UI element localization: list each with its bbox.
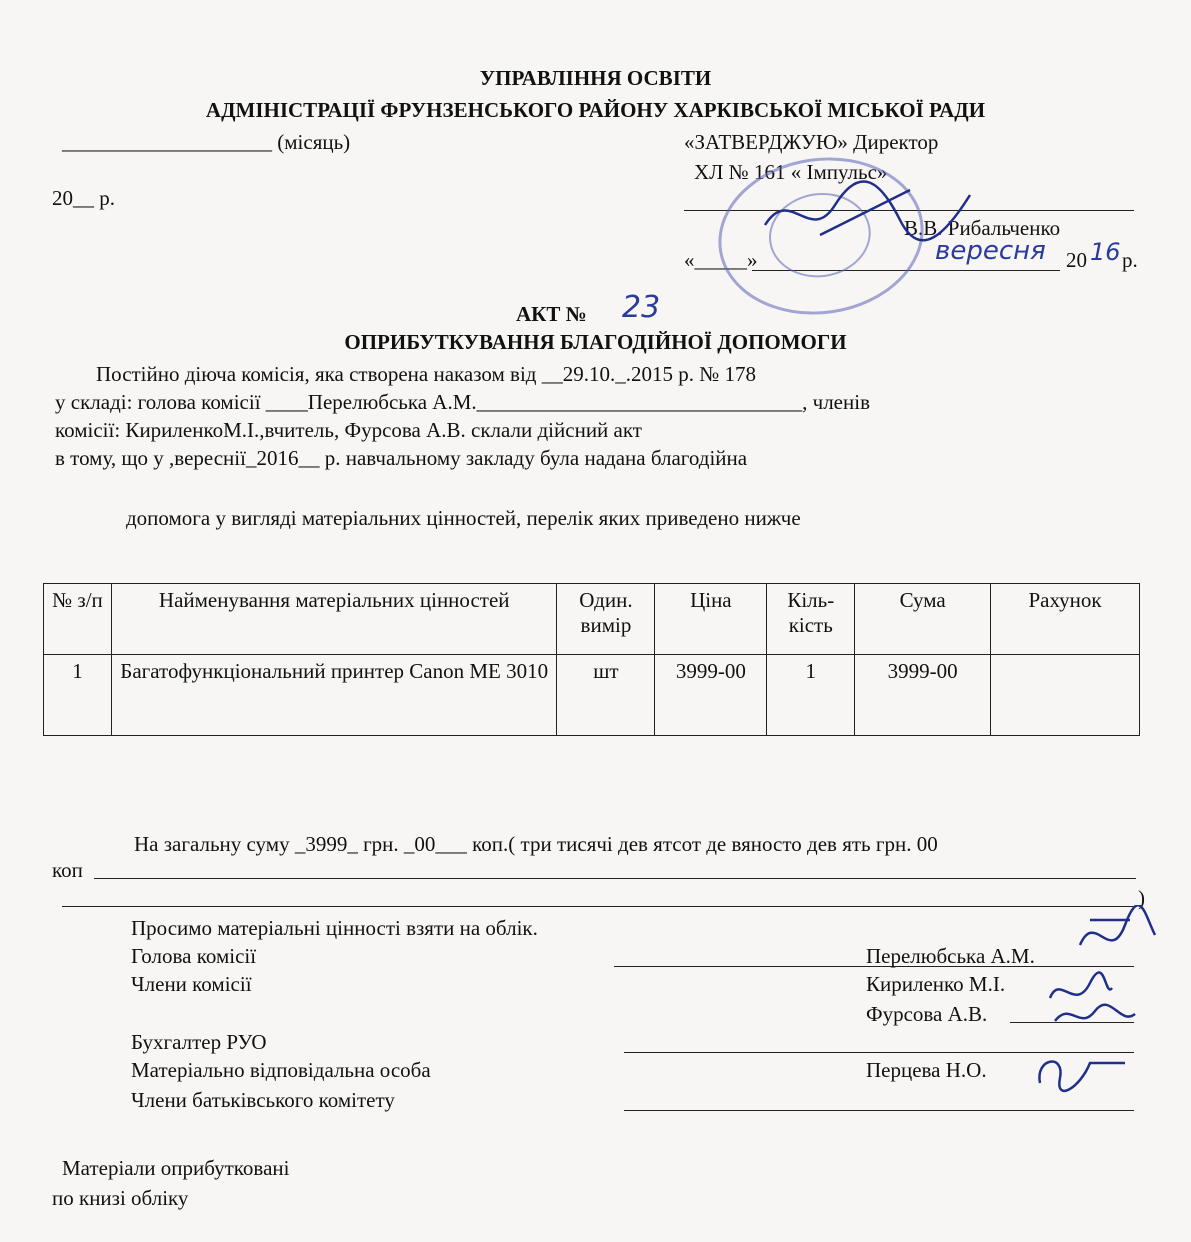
cell-sum: 3999-00: [855, 655, 991, 736]
body-line-2: у складі: голова комісії ____Перелюбська А.М._______________________________, членів: [55, 390, 870, 414]
accountant-label: Бухгалтер РУО: [131, 1030, 267, 1054]
parents-label: Члени батьківського комітету: [131, 1088, 395, 1112]
col-header-unit: Один. вимір: [557, 584, 655, 655]
col-header-qty: Кіль-кість: [767, 584, 855, 655]
approve-year-handwritten: 16: [1090, 238, 1121, 266]
approve-school: ХЛ № 161 « Імпульс»: [694, 160, 888, 184]
member-2-signature: [1050, 996, 1140, 1036]
header-line-1: УПРАВЛІННЯ ОСВІТИ: [479, 66, 712, 90]
act-subtitle: ОПРИБУТКУВАННЯ БЛАГОДІЙНОЇ ДОПОМОГИ: [344, 330, 847, 354]
total-line-2-prefix: коп: [52, 858, 83, 882]
cell-qty: 1: [767, 655, 855, 736]
member-2-name: Фурсова А.В.: [866, 1002, 988, 1026]
act-number-handwritten: 23: [622, 290, 661, 325]
chair-signature: [1070, 905, 1165, 975]
body-line-4: в тому, що у ,вереснії_2016__ р. навчальному закладу була надана благодійна: [55, 446, 748, 470]
cell-account: [991, 655, 1140, 736]
col-header-account: Рахунок: [991, 584, 1140, 655]
header-line-2: АДМІНІСТРАЦІЇ ФРУНЗЕНСЬКОГО РАЙОНУ ХАРКІВСЬКОЇ МІСЬКОЇ РАДИ: [205, 98, 986, 122]
approve-title: «ЗАТВЕРДЖУЮ» Директор: [684, 130, 939, 154]
year-field: 20__ р.: [52, 186, 115, 210]
request-text: Просимо матеріальні цінності взяти на облік.: [131, 916, 538, 940]
col-header-sum: Сума: [855, 584, 991, 655]
responsible-signature: [1030, 1048, 1130, 1098]
member-1-name: Кириленко М.І.: [866, 972, 1006, 996]
col-header-number: № з/п: [44, 584, 112, 655]
cell-number: 1: [44, 655, 112, 736]
cell-name: Багатофункціональний принтер Canon ME 3010: [111, 655, 557, 736]
col-header-name: Найменування матеріальних цінностей: [111, 584, 557, 655]
director-signature: [760, 175, 980, 255]
total-line-1: На загальну суму _3999_ грн. _00___ коп.( три тисячі дев ятсот де вяносто дев ять грн. 00: [134, 832, 938, 856]
members-label: Члени комісії: [131, 972, 252, 996]
chair-label: Голова комісії: [131, 944, 257, 968]
responsible-name: Перцева Н.О.: [866, 1058, 987, 1082]
responsible-label: Матеріально відповідальна особа: [131, 1058, 431, 1082]
footer-line-2: по книзі обліку: [52, 1186, 189, 1210]
cell-unit: шт: [557, 655, 655, 736]
director-name: В.В. Рибальченко: [904, 216, 1061, 240]
approve-year-prefix: 20: [1066, 248, 1087, 272]
total-line-3-underline: [62, 906, 1136, 907]
table-row: [44, 655, 1140, 736]
table-header-row: [44, 584, 1140, 655]
total-line-2-underline: [94, 878, 1136, 879]
body-line-3: комісії: КириленкоМ.І.,вчитель, Фурсова А.В. склали дійсний акт: [55, 418, 642, 442]
body-line-5: допомога у вигляді матеріальних цінностей, перелік яких приведено нижче: [126, 506, 801, 530]
body-line-1: Постійно діюча комісія, яка створена наказом від __29.10._.2015 р. № 178: [96, 362, 757, 386]
approve-date-open: «_____»: [684, 248, 758, 272]
footer-line-1: Матеріали оприбутковані: [62, 1156, 290, 1180]
cell-price: 3999-00: [655, 655, 767, 736]
approve-date-suffix: р.: [1122, 248, 1138, 272]
items-table: [43, 583, 1140, 736]
approve-month-handwritten: вересня: [935, 236, 1046, 266]
col-header-price: Ціна: [655, 584, 767, 655]
chair-name: Перелюбська А.М.: [866, 944, 1035, 968]
parents-signature-line: [624, 1110, 1134, 1111]
act-title: АКТ №: [516, 302, 587, 326]
total-line-3-suffix: ): [1138, 886, 1145, 910]
month-field: ____________________ (місяць): [62, 130, 351, 154]
